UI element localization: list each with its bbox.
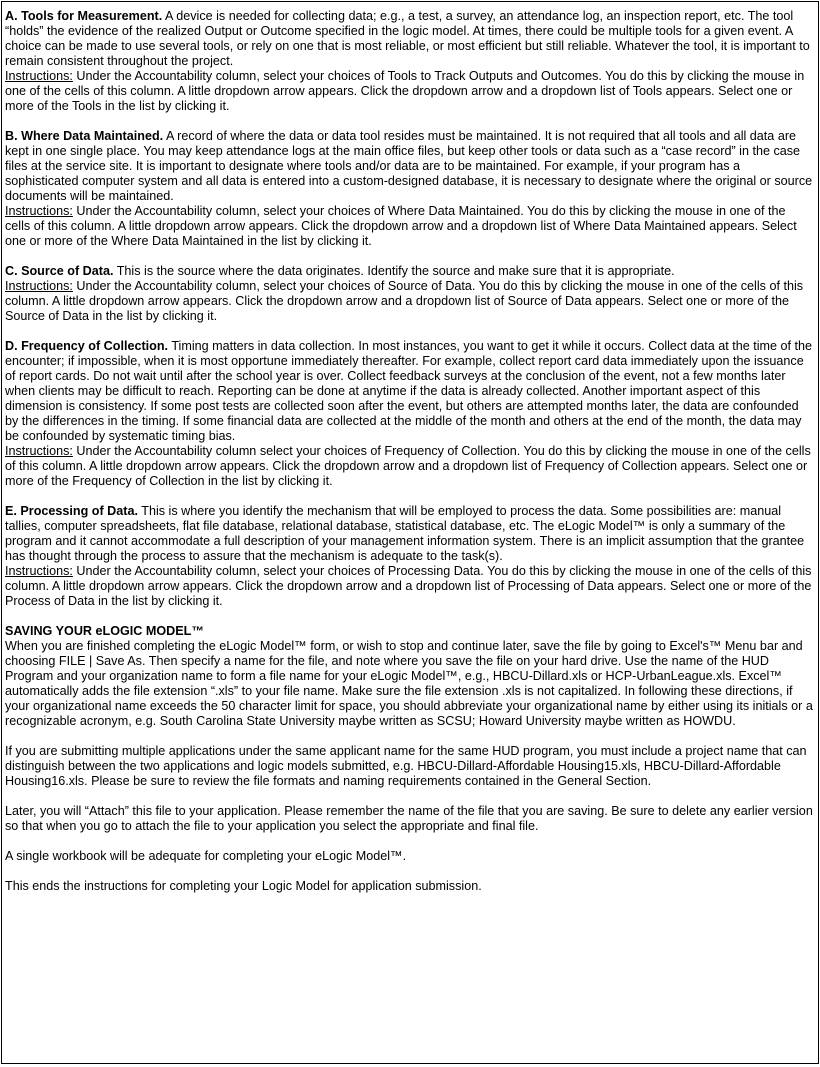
section-source-of-data (5, 264, 814, 324)
section-c-body-text: This is the source where the data originates. Identify the source and make sure that it is appropriate. (113, 264, 675, 278)
section-tools-for-measurement (5, 9, 814, 114)
section-b-body-text: A record of where the data or data tool resides must be maintained. It is not required that all tools and all data are kept in one single place. You may keep attendance logs at the main office files, but keep other tools or data such as a “case record” in the case files at the service site. It is important to designate where tools and/or data are to be maintained. For example, if your program has a sophisticated computer system and all data is entered into a custom-designed database, it is necessary to designate where the original or source documents will be maintained. (5, 129, 813, 203)
section-a-heading: A. Tools for Measurement. (5, 9, 163, 23)
section-e-body-text: This is where you identify the mechanism that will be employed to process the data. Some possibilities are: manual tallies, computer spreadsheets, flat file database, relational database, statistical database, etc. The eLogic Model™ is only a summary of the program and it cannot accommodate a full description of your management information system. There is an implicit assumption that the grantee has thought through the process to assure that the mechanism is adequate to the task(s). (5, 504, 805, 563)
saving-paragraph-1: When you are finished completing the eLogic Model™ form, or wish to stop and continue later, save the file by going to Excel's™ Menu bar and choosing FILE | Save As. Then specify a name for the file, and note where you save the file on your hard drive. Use the name of the HUD Program and your organization name to form a file name for your eLogic Model™, e.g., HBCU-Dillard.xls or HCP-UrbanLeague.xls. Excel™ automatically adds the file extension “.xls” to your file name. Make sure the file extension .xls is not capitalized. In following these directions, if your organizational name exceeds the 50 character limit for space, you should abbreviate your organizational name by either using its initials or a recognizable acronym, e.g. South Carolina State University maybe written as SCSU; Howard University maybe written as HOWDU. (5, 639, 813, 728)
document-page (1, 1, 819, 1064)
section-d-instructions-label: Instructions: (5, 444, 73, 458)
saving-heading: SAVING YOUR eLOGIC MODEL™ (5, 624, 204, 638)
section-d-paragraph (5, 339, 814, 444)
section-frequency-of-collection (5, 339, 814, 489)
section-e-instructions (5, 564, 814, 609)
section-where-data-maintained (5, 129, 814, 249)
saving-paragraph-4: A single workbook will be adequate for completing your eLogic Model™. (5, 849, 407, 863)
section-a-body-text: A device is needed for collecting data; e.g., a test, a survey, an attendance log, an inspection report, etc. The tool “holds” the evidence of the realized Output or Outcome specified in the logic model. At times, there could be multiple tools for a given event. A choice can be made to use several tools, or rely on one that is most reliable, or most efficient but still reliable. Whatever the tool, it is important to remain consistent throughout the project. (5, 9, 810, 68)
section-e-instructions-label: Instructions: (5, 564, 73, 578)
section-b-instructions-text: Under the Accountability column, select your choices of Where Data Maintained. You do this by clicking the mouse in one of the cells of this column. A little dropdown arrow appears. Click the dropdown arrow and a dropdown list of Where Data Maintained appears. Select one or more of the Where Data Maintained in the list by clicking it. (5, 204, 797, 248)
section-a-instructions-text: Under the Accountability column, select your choices of Tools to Track Outputs and Outcomes. You do this by clicking the mouse in one of the cells of this column. A little dropdown arrow appears. Click the dropdown arrow and a dropdown list of Tools appears. Select one or more of the Tools in the list by clicking it. (5, 69, 805, 113)
section-d-heading: D. Frequency of Collection. (5, 339, 169, 353)
section-c-instructions-label: Instructions: (5, 279, 73, 293)
section-e-paragraph (5, 504, 814, 564)
section-d-instructions-text: Under the Accountability column select your choices of Frequency of Collection. You do this by clicking the mouse in one of the cells of this column. A little dropdown arrow appears. Click the dropdown arrow and a dropdown list of Frequency of Collection appears. Select one or more of the Frequency of Collection in the list by clicking it. (5, 444, 811, 488)
section-d-instructions (5, 444, 814, 489)
saving-paragraph-3: Later, you will “Attach” this file to your application. Please remember the name of the file that you are saving. Be sure to delete any earlier version so that when you go to attach the file to your application you select the appropriate and final file. (5, 804, 813, 833)
section-processing-of-data (5, 504, 814, 609)
section-c-heading: C. Source of Data. (5, 264, 114, 278)
section-saving-elogic-model (5, 624, 814, 894)
section-e-heading: E. Processing of Data. (5, 504, 138, 518)
section-c-instructions (5, 279, 814, 324)
section-b-heading: B. Where Data Maintained. (5, 129, 164, 143)
section-c-instructions-text: Under the Accountability column, select your choices of Source of Data. You do this by clicking the mouse in one of the cells of this column. A little dropdown arrow appears. Click the dropdown arrow and a dropdown list of Source of Data appears. Select one or more of the Source of Data in the list by clicking it. (5, 279, 804, 323)
section-a-instructions (5, 69, 814, 114)
section-e-instructions-text: Under the Accountability column, select your choices of Processing Data. You do this by clicking the mouse in one of the cells of this column. A little dropdown arrow appears. Click the dropdown arrow and a dropdown list of Processing of Data appears. Select one or more of the Process of Data in the list by clicking it. (5, 564, 812, 608)
section-b-paragraph (5, 129, 814, 204)
section-b-instructions-label: Instructions: (5, 204, 73, 218)
section-a-instructions-label: Instructions: (5, 69, 73, 83)
saving-paragraph-2: If you are submitting multiple applications under the same applicant name for the same HUD program, you must include a project name that can distinguish between the two applications and logic models submitted, e.g. HBCU-Dillard-Affordable Housing15.xls, HBCU-Dillard-Affordable Housing16.xls. Please be sure to review the file formats and naming requirements contained in the General Section. (5, 744, 807, 788)
section-a-paragraph (5, 9, 814, 69)
saving-paragraph-5: This ends the instructions for completing your Logic Model for application submission. (5, 879, 482, 893)
section-d-body-text: Timing matters in data collection. In most instances, you want to get it while it occurs. Collect data at the time of the encounter; if impossible, when it is most opportune immediately thereafter. For example, collect report card data immediately upon the issuance of report cards. Do not wait until after the school year is over. Collect feedback surveys at the conclusion of the event, not a few months later when clients may be difficult to reach. Reporting can be done at anytime if the data is already collected. Another important aspect of this dimension is consistency. If some post tests are collected soon after the event, but others are attempted months later, the data are confounded by the differences in the timing. If some financial data are collected at the middle of the month and others at the end of the month, the data may be confounded by systematic timing bias. (5, 339, 813, 443)
section-c-paragraph (5, 264, 814, 279)
section-b-instructions (5, 204, 814, 249)
